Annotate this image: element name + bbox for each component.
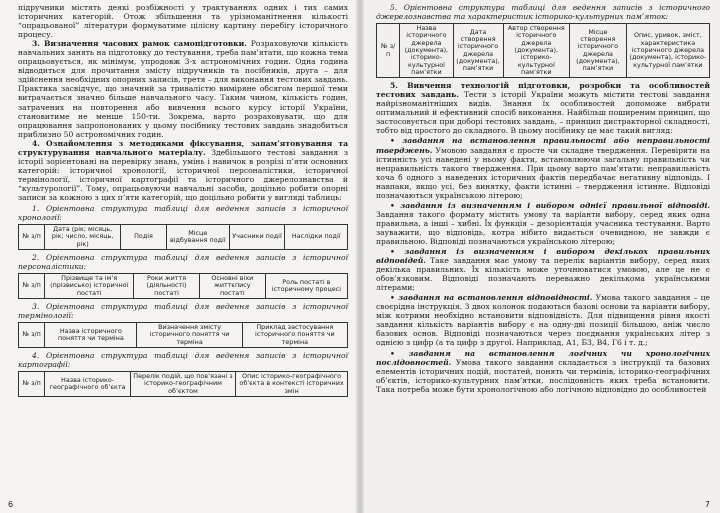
list-item — [376, 136, 710, 199]
paragraph: підручники містять деякі розбіжності у трактуваннях одних і тих самих історичних категорій. Отож збільшення та урізноманітнення кількості “опрацьованої” літератури формуватиме цілісну картину перебігу історичного процесу. — [18, 3, 348, 40]
table-cartography — [18, 371, 348, 397]
book-gutter — [356, 0, 364, 513]
list-item-text: Умовою завдання є просте чи складне твердження. Перевірити на істинність усі наведені у ньому факти, встановлюючи загальну правильність чи неправильність такого твердження. При цьому варто пам’ятати: неправильність хоча б одного з наведених історичних фактів передбачає негативну відповідь. І навпаки, якщо усі, без винятку, факти істинні – твердження істинне. Відповіді позначаються українською літерою; — [376, 145, 710, 200]
bullet-icon: • — [390, 200, 401, 210]
table-caption: 4. Орієнтовна структура таблиці для ведення записів з історичної картографії: — [18, 350, 348, 370]
table-persons — [18, 273, 348, 299]
section-3 — [18, 39, 348, 139]
section-text: Розраховуючи кількість навчальних занять на підготовку до тестування, треба пам’ятати, що кожна тема опрацьовується, як мінімум, упродовж 3-х астрономічних годин. Одна година відводиться для прочитання змісту підручників та посібників, друга – для здійснення необхідних опорних записів, третя – для виконання тестових завдань. Практика засвідчує, що значний за тривалістю виміряне обсягом першої теми витрачається значно більше навчального часу. Таким чином, кількість годин, затрачених на повторення або вивчення всього курсу історії України, становитиме не менше 150-ти. Зокрема, варто розраховувати, що для опрацювання запропонованих у цьому посібнику тестових завдань знадобиться приблизно 50 астрономічних годин. — [18, 39, 348, 139]
table-caption: 5. Орієнтовна структура таблиці для ведення записів з історичного джерелознавства та характеристик історико-культурних пам’яток: — [376, 3, 710, 22]
section-heading: 3. Визначення часових рамок самопідготовки. — [32, 39, 247, 49]
list-item-heading: завдання на встановлення відповідності. — [398, 293, 593, 303]
table-cell: Опис, уривок, зміст, характеристика історичного джерела (документа), історико-культурної пам’ятки — [626, 24, 709, 78]
table-caption: 2. Орієнтовна структура таблиці для ведення записів з історичної персоналістики: — [18, 253, 348, 272]
table-cell: № з/п — [377, 24, 400, 78]
table-cell: Роки життя (діяльності) постаті — [134, 274, 200, 299]
page-right — [360, 0, 720, 513]
list-item-text: Таке завдання має умову та перелік варіантів вибору, серед яких декілька правильних. Їх кількість може уточнюватися умовою, але це не є обов’язковим. Відповіді позначають переважно декількома українськими літерами; — [376, 256, 710, 293]
table-cell: Учасники події — [229, 225, 285, 250]
list-item-text: Завдання такого формату містить умову та варіанти вибору, серед яких одна правильна, а інші – хибні. Їх функція – дезорієнтація учасника тестування. Варто зауважити, що відповідь, котра нібито видається очевидною, не завжди є правильною. Відповіді позначаються українською літерою; — [376, 209, 710, 246]
table-cell: № з/п — [19, 372, 45, 397]
table-cell: № з/п — [19, 225, 45, 250]
bullet-icon: • — [390, 136, 403, 146]
list-item-text: Умова такого завдання – це своєрідна інструкція. З двох колонок подаються базові основи та варіанти вибору, між котрими необхідно встановити відповідність. Для підвищення рівня якості завдання кількість варіантів вибору є на одну-дві позиції більшою, аніж число базових основ. Відповіді позначаються через поєднання українських літер з однією з цифр (а та цифр з другої. Наприклад, А1, Б3, В4, Г6 і т. д.; — [376, 293, 710, 348]
list-item-heading: завдання на встановлення правильності або неправильності тверджень. — [376, 136, 711, 155]
table-cell: Місце відбування події — [167, 225, 230, 250]
section-text: Тести з історії України можуть містити тестові завдання найрізноманітніших видів. Знання їх особливостей допоможе вибрати оптимальний й ефективний спосіб виконання. Найбільш поширеним принцип, що застосовується при доборі тестових завдань, – принцип дистракторної складності, тобто від простого до складного. В цьому посібнику це має такий вигляд: — [376, 90, 710, 136]
bullet-icon: • — [390, 247, 405, 257]
table-terms — [18, 322, 348, 348]
section-heading: 5. Вивчення технологій підготовки, розробки та особливостей тестових завдань. — [376, 81, 710, 100]
list-item — [376, 247, 710, 292]
list-item — [376, 293, 710, 347]
table-cell: Приклад застосування історичного поняття чи терміна — [242, 323, 347, 348]
table-cell: Місце створення історичного джерела (документа), пам’ятки — [570, 24, 627, 78]
table-cell: Дата створення історичного джерела (документа), пам’ятки — [453, 24, 503, 78]
table-cell: Назва історико-географічного об’єкта — [45, 372, 131, 397]
section-5 — [376, 81, 710, 135]
table-cell: Прізвище та ім’я (прізвисько) історичної постаті — [45, 274, 134, 299]
table-cell: Автор створення історичного джерела (документа), історико-культурної пам’ятки — [503, 24, 570, 78]
bullet-icon: • — [390, 293, 399, 303]
table-cell: Основні віхи життєпису постаті — [199, 274, 265, 299]
table-cell: № з/п — [19, 323, 45, 348]
table-cell: Перелік подій, що пов’язані з історико-географічним об’єктом — [130, 372, 235, 397]
table-cell: Назва історичного поняття чи терміна — [45, 323, 137, 348]
table-cell: Подія — [120, 225, 166, 250]
section-text: Здебільшого тестові завдання з історії зорієнтовані на перевірку знань, умінь і навичок в розрізі п’яти основних категорій: історичної хронології, історичної персоналістики, історичної термінології, історичної картографії та історичного джерелознавства й “культурології”. Тому, опрацьовуючи навчальні засоби, доцільно робити опорні записи за кожною з цих п’яти категорій, що доцільно робити у вигляді таблиць: — [18, 147, 349, 202]
bullet-icon: • — [390, 348, 409, 358]
list-item-heading: завдання на встановлення логічних чи хронологічних послідовностей. — [376, 348, 710, 367]
list-item-text: Умова такого завдання складається з інструкції та базових елементів історичних подій, постатей, понять чи термінів, історико-географічних об’єктів, історико-культурних пам’ятки, послідовність яких треба встановити. Така потреба може бути хронологічною або логічною відповідно до особливостей — [376, 357, 710, 394]
list-item — [376, 201, 710, 246]
list-item — [376, 349, 710, 394]
table-caption: 3. Орієнтовна структура таблиці для ведення записів з історичної термінології: — [18, 302, 348, 321]
list-item-heading: завдання із визначенням і вибором однієї правильної відповіді. — [400, 200, 710, 210]
page-number: 6 — [8, 500, 14, 509]
table-caption: 1. Орієнтовна структура таблиці для ведення записів з історичної хронології: — [18, 204, 348, 223]
page-number: 7 — [704, 500, 710, 509]
table-chronology — [18, 224, 348, 250]
table-cell: Роль постаті в історичному процесі — [265, 274, 347, 299]
list-item-heading: завдання із визначенням і вибором декількох правильних відповідей. — [376, 247, 711, 266]
table-cell: Визначення змісту історичного поняття чи терміна — [137, 323, 242, 348]
table-cell: № з/п — [19, 274, 45, 299]
table-sources — [376, 23, 710, 78]
section-heading: 4. Ознайомлення з методиками фіксування, запам’ятовування та структурування навчального матеріалу. — [18, 138, 348, 157]
table-cell: Назва історичного джерела (документа), історико-культурної пам’ятки — [400, 24, 453, 78]
table-cell: Наслідки події — [285, 225, 348, 250]
table-cell: Опис історико-географічного об’єкта в контексті історичних змін — [236, 372, 348, 397]
table-cell: Дата (рік; місяць, рік; число, місяць, рік) — [45, 225, 121, 250]
section-4 — [18, 139, 348, 202]
